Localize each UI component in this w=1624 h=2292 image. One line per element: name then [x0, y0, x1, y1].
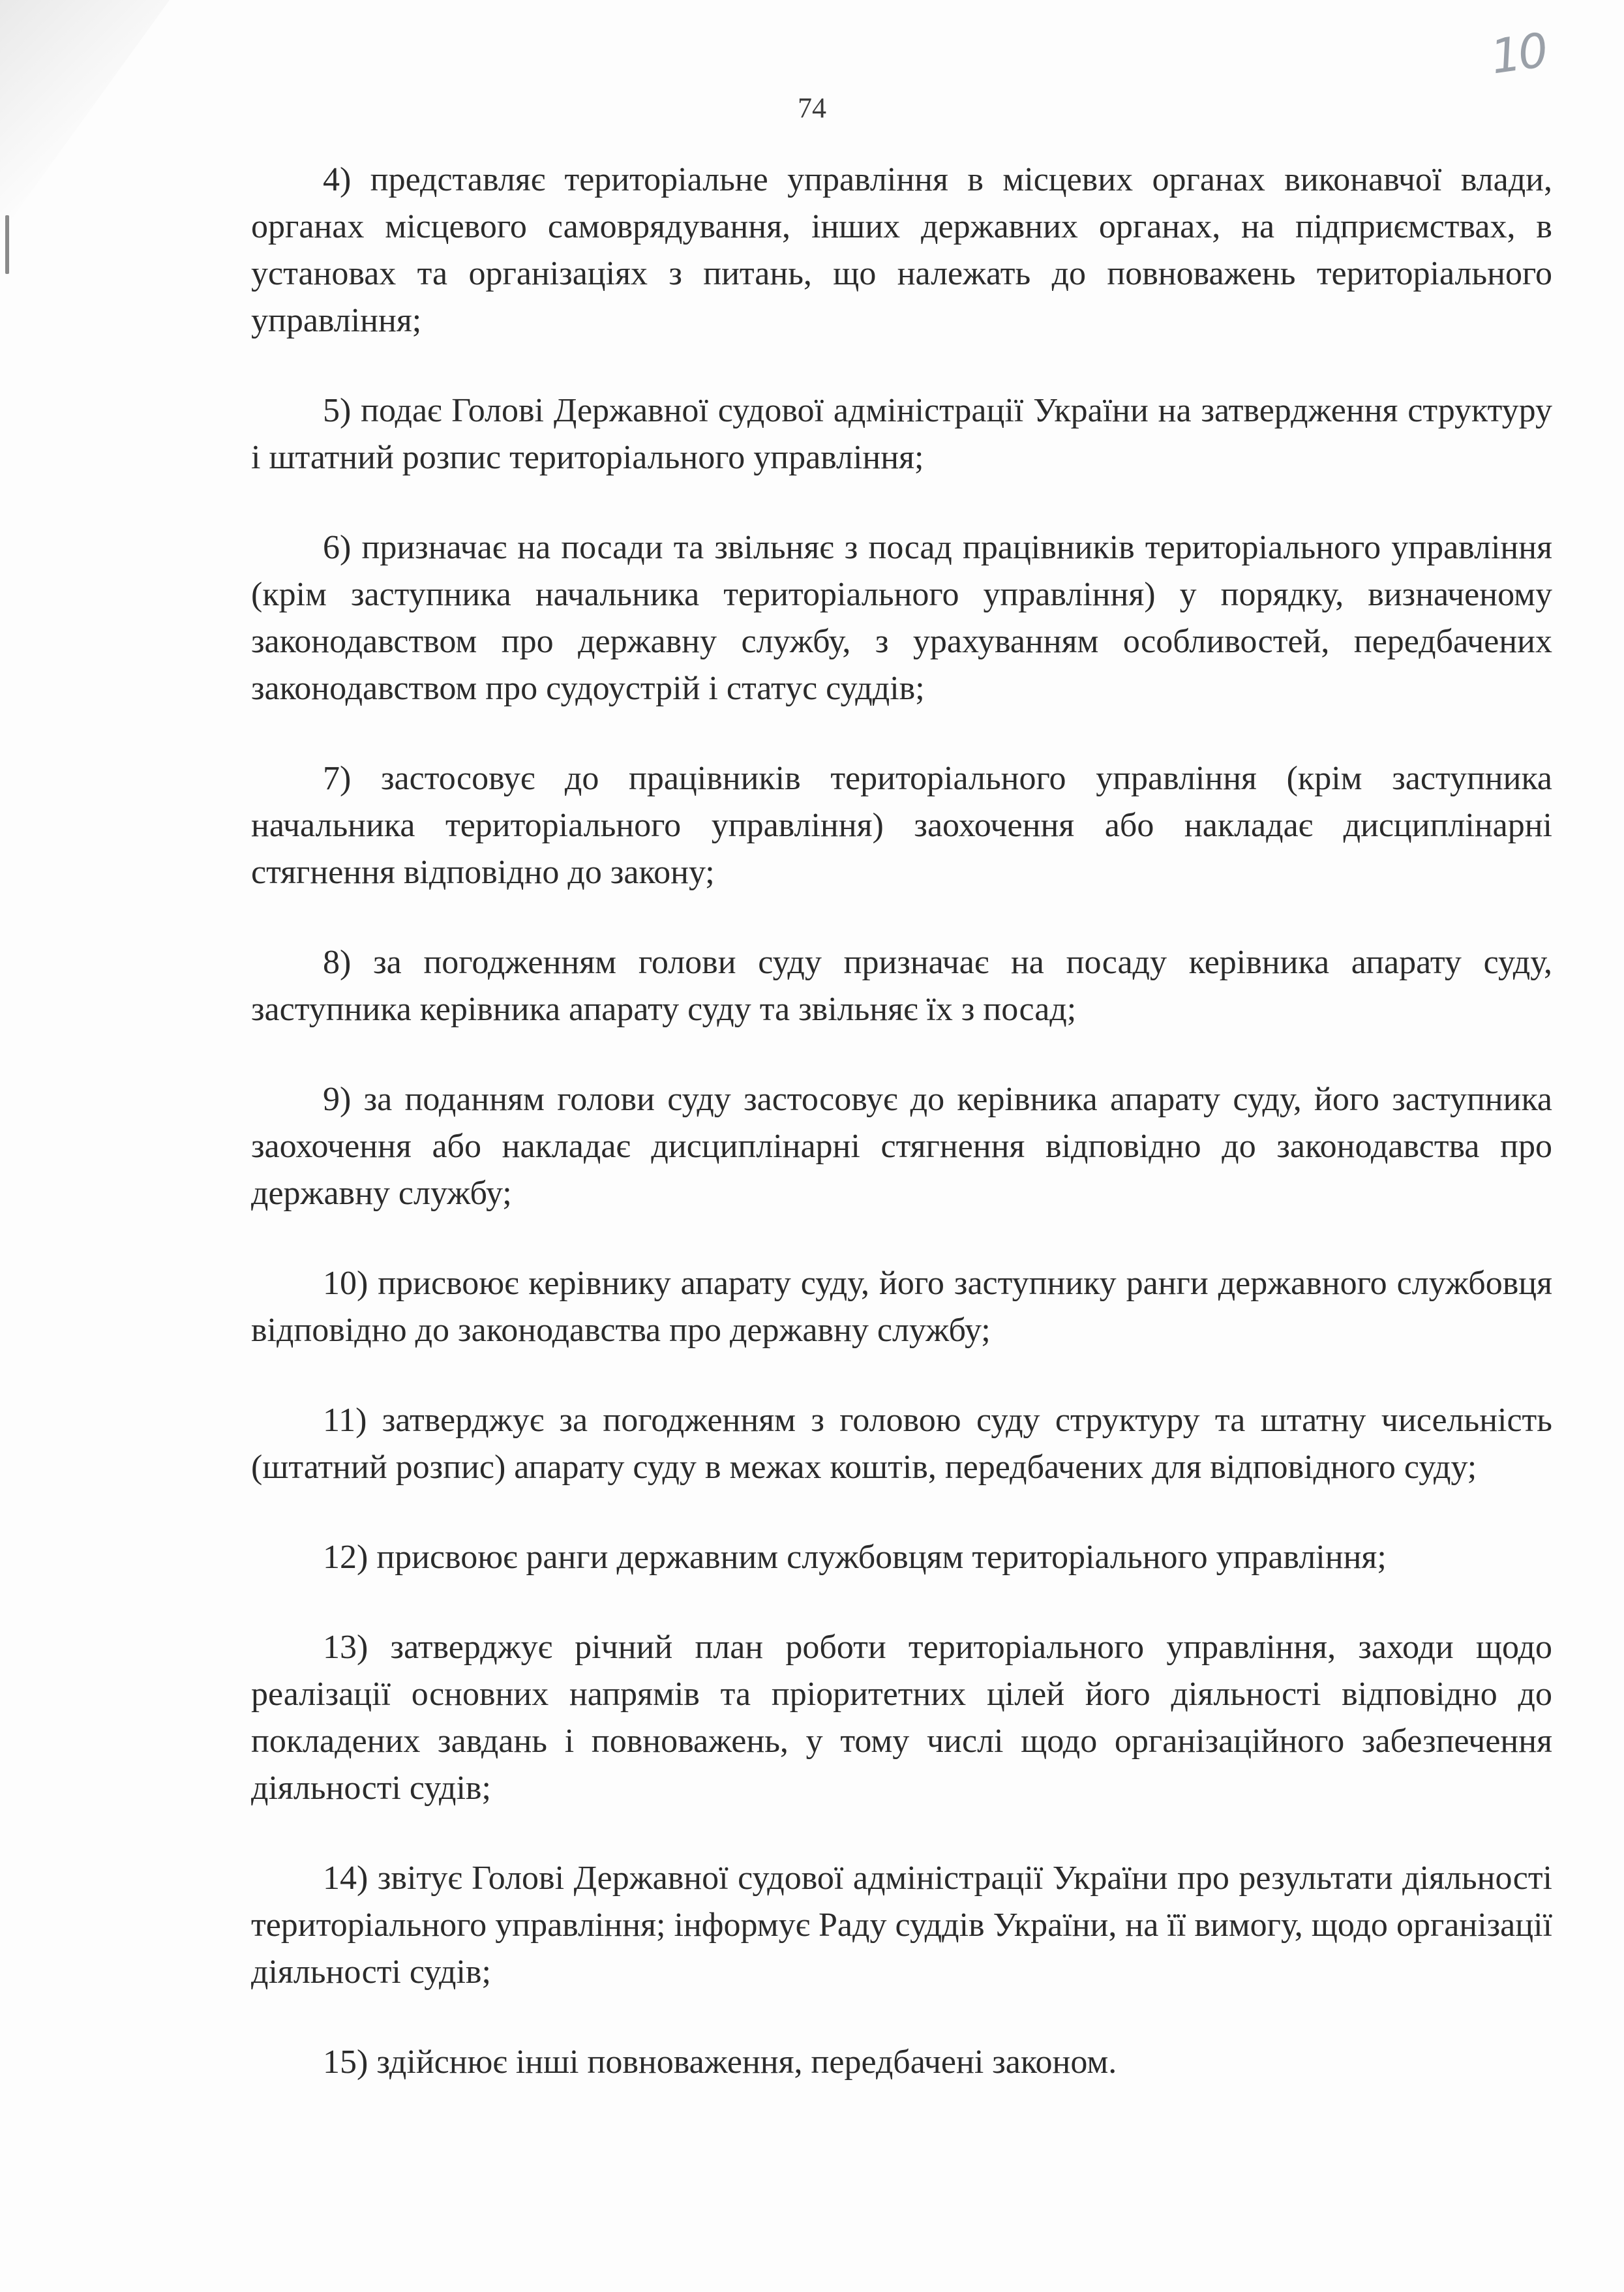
- paragraph-item-11: 11) затверджує за погодженням з головою суду структуру та штатну чисельність (штатний розпис) апарату суду в межах коштів, передбачених для відповідного суду;: [251, 1402, 1552, 1486]
- paragraph-item-10: 10) присвоює керівнику апарату суду, його заступнику ранги державного службовця відповідно до законодавства про державну службу;: [251, 1265, 1552, 1349]
- paragraph-item-9: 9) за поданням голови суду застосовує до керівника апарату суду, його заступника заохочення або накладає дисциплінарні стягнення відповідно до законодавства про державну службу;: [251, 1081, 1552, 1212]
- page-number: 74: [798, 92, 826, 124]
- paragraph-item-14: 14) звітує Голові Державної судової адміністрації України про результати діяльності територіального управління; інформує Раду суддів України, на її вимогу, щодо організації діяльності судів;: [251, 1860, 1552, 1991]
- paragraph-item-7: 7) застосовує до працівників територіального управління (крім заступника начальника територіального управління) заохочення або накладає дисциплінарні стягнення відповідно до закону;: [251, 760, 1552, 891]
- paragraph-item-5: 5) подає Голові Державної судової адміністрації України на затвердження структуру і штатний розпис територіального управління;: [251, 392, 1552, 476]
- scan-edge-mark: [5, 215, 9, 274]
- handwritten-page-mark: 10: [1487, 22, 1550, 85]
- paragraph-item-12: 12) присвоює ранги державним службовцям територіального управління;: [323, 1539, 1387, 1576]
- document-body: [251, 157, 1552, 2129]
- paragraph-item-8: 8) за погодженням голови суду призначає на посаду керівника апарату суду, заступника керівника апарату суду та звільняє їх з посад;: [251, 944, 1552, 1028]
- paragraph-item-6: 6) призначає на посади та звільняє з посад працівників територіального управління (крім заступника начальника територіального управління) у порядку, визначеному законодавством про державну службу, з урахуванням особливостей, передбачених законодавством про судоустрій і статус суддів;: [251, 529, 1552, 707]
- paragraph-item-13: 13) затверджує річний план роботи територіального управління, заходи щодо реалізації основних напрямів та пріоритетних цілей його діяльності відповідно до покладених завдань і повноважень, у тому числі щодо організаційного забезпечення діяльності судів;: [251, 1629, 1552, 1807]
- paragraph-item-4: 4) представляє територіальне управління в місцевих органах виконавчої влади, органах місцевого самоврядування, інших державних органах, на підприємствах, в установах та організаціях з питань, що належать до повноважень територіального управління;: [251, 161, 1552, 339]
- paragraph-item-15: 15) здійснює інші повноваження, передбачені законом.: [323, 2043, 1117, 2081]
